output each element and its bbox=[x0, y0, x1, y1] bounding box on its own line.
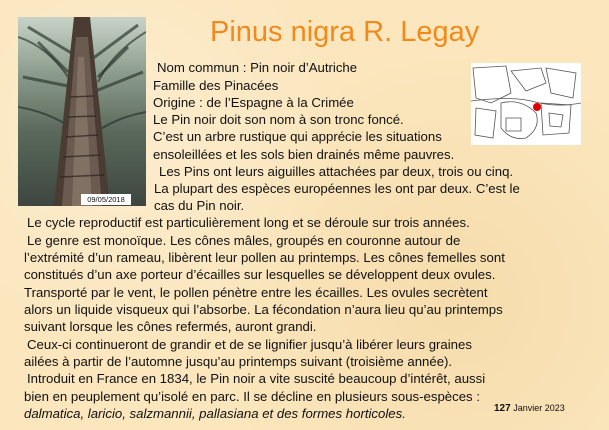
text-line: Le cycle reproductif est particulièrement long et se déroule sur trois années. bbox=[27, 215, 470, 230]
text-line: Famille des Pinacées bbox=[153, 78, 279, 93]
issue-footer bbox=[494, 403, 565, 414]
text-line: alors un liquide visqueux qui l’absorbe. La fécondation n’aura lieu qu’au printemps bbox=[24, 302, 503, 317]
text-line: Origine : de l’Espagne à la Crimée bbox=[153, 95, 354, 110]
text-line: cas du Pin noir. bbox=[154, 198, 245, 213]
text-line: bien en peuplement qu’isolé en parc. Il se décline en plusieurs sous-espèces : bbox=[24, 389, 480, 404]
text-line: constitués d’un axe porteur d’écailles sur lesquelles se développent deux ovules. bbox=[24, 267, 496, 282]
location-map bbox=[471, 63, 581, 145]
text-line: ailées à partir de l’automne jusqu’au printemps suivant (troisième année). bbox=[24, 354, 453, 369]
text-line: Introduit en France en 1834, le Pin noir a vite suscité beaucoup d’intérêt, aussi bbox=[27, 371, 486, 386]
text-line: Ceux-ci continueront de grandir et de se lignifier jusqu’à libérer leurs graines bbox=[27, 337, 472, 352]
tree-photo bbox=[18, 17, 146, 206]
pine-trunk-icon bbox=[18, 17, 146, 206]
issue-number: 127 bbox=[494, 403, 511, 414]
text-line: La plupart des espèces européennes les ont par deux. C’est le bbox=[154, 181, 520, 196]
photo-date: 09/05/2018 bbox=[81, 194, 131, 205]
text-line: Les Pins ont leurs aiguilles attachées par deux, trois ou cinq. bbox=[159, 164, 514, 179]
text-line: C’est un arbre rustique qui apprécie les situations bbox=[153, 129, 442, 144]
text-line: Le genre est monoïque. Les cônes mâles, groupés en couronne autour de bbox=[27, 233, 461, 248]
text-line: ensoleillées et les sols bien drainés même pauvres. bbox=[153, 147, 455, 162]
text-line: l’extrémité d’un rameau, libèrent leur pollen au printemps. Les cônes femelles sont bbox=[24, 250, 505, 265]
map-icon bbox=[471, 63, 581, 145]
page-title: Pinus nigra R. Legay bbox=[210, 16, 480, 48]
text-line: suivant lorsque les cônes refermés, auront grandi. bbox=[24, 319, 317, 334]
location-marker-icon bbox=[533, 103, 541, 111]
text-line-italic: dalmatica, laricio, salzmannii, pallasiana et des formes horticoles. bbox=[24, 406, 406, 421]
text-line: Le Pin noir doit son nom à son tronc foncé. bbox=[153, 112, 404, 127]
text-line: Nom commun : Pin noir d’Autriche bbox=[157, 60, 358, 75]
text-line: Transporté par le vent, le pollen pénètre entre les écailles. Les ovules secrètent bbox=[24, 285, 488, 300]
issue-date: Janvier 2023 bbox=[513, 403, 565, 413]
